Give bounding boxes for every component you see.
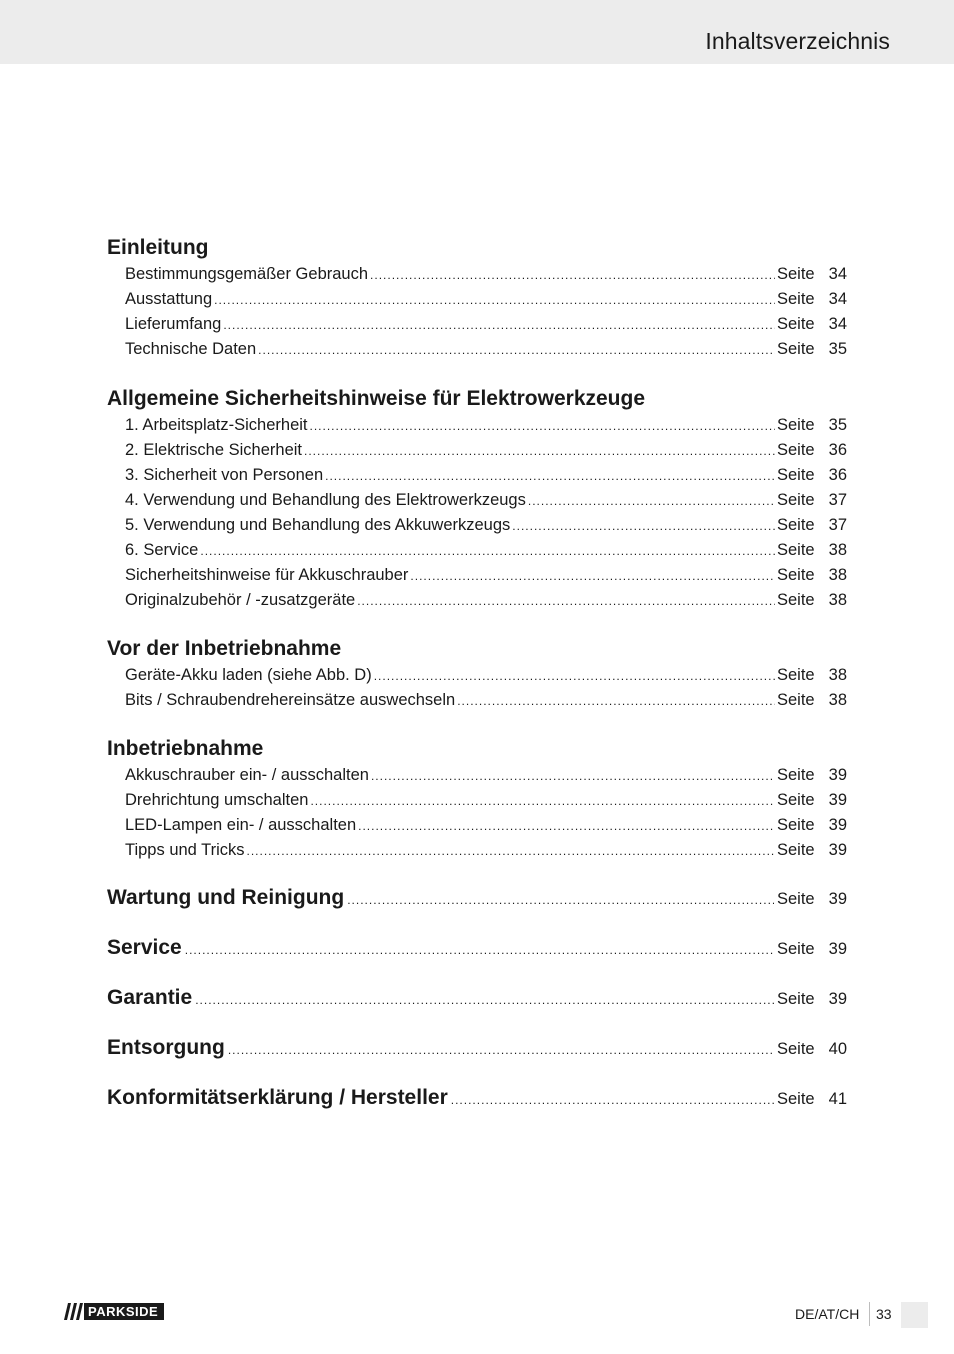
entry-page: 40: [828, 1040, 847, 1058]
toc-section-einleitung: [107, 234, 847, 362]
section-title: Wartung und Reinigung: [107, 886, 345, 909]
header-band: [0, 0, 954, 64]
entry-seite: Seite: [777, 340, 815, 358]
dot-leader: [374, 664, 775, 689]
entry-seite: Seite: [777, 791, 815, 809]
entry-seite: Seite: [777, 591, 815, 609]
entry-page: 38: [828, 541, 847, 559]
dot-leader: [214, 288, 775, 313]
dot-leader: [185, 943, 774, 957]
toc-entry: [107, 838, 847, 863]
entry-seite: Seite: [777, 666, 815, 684]
footer-locale: DE/AT/CH: [795, 1306, 860, 1322]
entry-text: Akkuschrauber ein- / ausschalten: [125, 766, 369, 784]
toc-section-wartung: [107, 884, 847, 914]
entry-seite: Seite: [777, 1090, 815, 1108]
dot-leader: [357, 589, 775, 614]
toc-entry: [107, 438, 847, 463]
entry-page: 39: [828, 766, 847, 784]
dot-leader: [457, 689, 775, 714]
dot-leader: [325, 464, 775, 489]
entry-seite: Seite: [777, 691, 815, 709]
entry-seite: Seite: [777, 466, 815, 484]
section-title: Konformitätserklärung / Hersteller: [107, 1086, 448, 1109]
dot-leader: [512, 514, 775, 539]
toc-section-sicherheitshinweise: [107, 385, 847, 613]
entry-page: 36: [828, 466, 847, 484]
toc-entry: [107, 488, 847, 513]
entry-page: 37: [828, 491, 847, 509]
toc-entry: [107, 563, 847, 588]
toc-entry: [107, 463, 847, 488]
dot-leader: [310, 789, 775, 814]
dot-leader: [195, 993, 774, 1007]
entry-seite: Seite: [777, 265, 815, 283]
toc-entry: [107, 688, 847, 713]
entry-text: Tipps und Tricks: [125, 841, 245, 859]
entry-page: 39: [828, 940, 847, 958]
entry-page: 38: [828, 666, 847, 684]
entry-page: 34: [828, 315, 847, 333]
section-title: Entsorgung: [107, 1036, 225, 1059]
entry-page: 39: [828, 890, 847, 908]
entry-seite: Seite: [777, 990, 815, 1008]
entry-page: 36: [828, 441, 847, 459]
entry-page: 35: [828, 340, 847, 358]
footer-tab-box: [901, 1302, 928, 1328]
entry-text: Geräte-Akku laden (siehe Abb. D): [125, 666, 372, 684]
entry-seite: Seite: [777, 416, 815, 434]
entry-page: 39: [828, 841, 847, 859]
entry-text: 6. Service: [125, 541, 199, 559]
entry-text: 1. Arbeitsplatz-Sicherheit: [125, 416, 308, 434]
entry-seite: Seite: [777, 290, 815, 308]
toc-section-garantie: [107, 984, 847, 1014]
entry-page: 35: [828, 416, 847, 434]
toc-entry: [107, 538, 847, 563]
section-title: Einleitung: [107, 236, 209, 259]
section-title: Allgemeine Sicherheitshinweise für Elektrowerkzeuge: [107, 387, 646, 410]
dot-leader: [371, 764, 775, 789]
section-title: Vor der Inbetriebnahme: [107, 637, 342, 660]
dot-leader: [258, 338, 775, 363]
dot-leader: [451, 1093, 774, 1107]
entry-page: 38: [828, 566, 847, 584]
dot-leader: [200, 539, 775, 564]
dot-leader: [247, 839, 775, 864]
parkside-logo: [64, 1303, 164, 1320]
entry-text: Technische Daten: [125, 340, 257, 358]
entry-seite: Seite: [777, 516, 815, 534]
dot-leader: [410, 564, 775, 589]
section-title: Service: [107, 936, 182, 959]
entry-text: LED-Lampen ein- / ausschalten: [125, 816, 357, 834]
dot-leader: [370, 263, 775, 288]
entry-seite: Seite: [777, 890, 815, 908]
dot-leader: [304, 439, 775, 464]
entry-page: 38: [828, 691, 847, 709]
entry-text: Bestimmungsgemäßer Gebrauch: [125, 265, 369, 283]
entry-seite: Seite: [777, 816, 815, 834]
toc-entry: [107, 312, 847, 337]
toc-section-konformitaet: [107, 1084, 847, 1114]
entry-text: Ausstattung: [125, 290, 213, 308]
footer-page-number: 33: [876, 1306, 892, 1322]
toc-entry: [107, 337, 847, 362]
toc-entry: [107, 663, 847, 688]
entry-seite: Seite: [777, 315, 815, 333]
entry-page: 34: [828, 290, 847, 308]
toc-entry: [107, 262, 847, 287]
logo-slashes-icon: [64, 1303, 84, 1320]
page-title: Inhaltsverzeichnis: [705, 28, 890, 54]
footer-divider: [869, 1302, 870, 1326]
entry-text: 2. Elektrische Sicherheit: [125, 441, 302, 459]
entry-page: 34: [828, 265, 847, 283]
toc-section-service: [107, 934, 847, 964]
entry-page: 37: [828, 516, 847, 534]
dot-leader: [228, 1043, 774, 1057]
toc-entry: [107, 813, 847, 838]
logo-text: PARKSIDE: [84, 1303, 164, 1320]
dot-leader: [358, 814, 775, 839]
entry-seite: Seite: [777, 1040, 815, 1058]
entry-text: Lieferumfang: [125, 315, 222, 333]
entry-text: 3. Sicherheit von Personen: [125, 466, 324, 484]
entry-seite: Seite: [777, 441, 815, 459]
entry-text: 5. Verwendung und Behandlung des Akkuwerkzeugs: [125, 516, 511, 534]
dot-leader: [528, 489, 775, 514]
toc-section-entsorgung: [107, 1034, 847, 1064]
section-title: Inbetriebnahme: [107, 737, 264, 760]
entry-page: 41: [828, 1090, 847, 1108]
toc-entry: [107, 763, 847, 788]
entry-seite: Seite: [777, 940, 815, 958]
entry-page: 39: [828, 791, 847, 809]
entry-text: Sicherheitshinweise für Akkuschrauber: [125, 566, 409, 584]
toc-entry: [107, 788, 847, 813]
entry-text: Bits / Schraubendrehereinsätze auswechseln: [125, 691, 456, 709]
entry-seite: Seite: [777, 541, 815, 559]
toc-entry: [107, 588, 847, 613]
entry-text: Originalzubehör / -zusatzgeräte: [125, 591, 356, 609]
toc-entry: [107, 287, 847, 312]
entry-seite: Seite: [777, 766, 815, 784]
toc-entry: [107, 413, 847, 438]
entry-text: Drehrichtung umschalten: [125, 791, 309, 809]
entry-seite: Seite: [777, 491, 815, 509]
dot-leader: [310, 414, 775, 439]
entry-page: 38: [828, 591, 847, 609]
entry-seite: Seite: [777, 841, 815, 859]
entry-text: 4. Verwendung und Behandlung des Elektrowerkzeugs: [125, 491, 526, 509]
toc-entry: [107, 513, 847, 538]
entry-page: 39: [828, 816, 847, 834]
toc-section-vor-der-inbetriebnahme: [107, 635, 847, 713]
entry-page: 39: [828, 990, 847, 1008]
section-title: Garantie: [107, 986, 193, 1009]
dot-leader: [223, 313, 775, 338]
entry-seite: Seite: [777, 566, 815, 584]
dot-leader: [347, 893, 774, 907]
toc-section-inbetriebnahme: [107, 735, 847, 863]
